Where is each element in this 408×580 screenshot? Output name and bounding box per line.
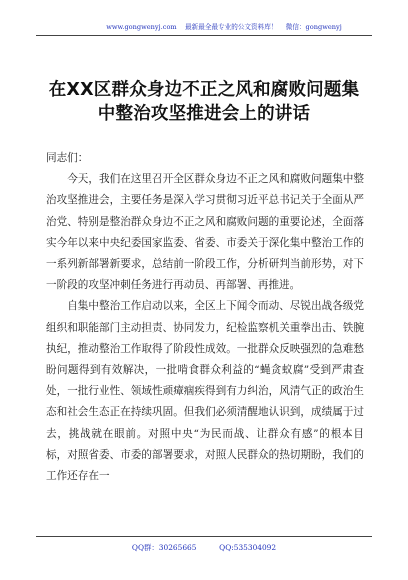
paragraph-1: 今天，我们在这里召开全区群众身边不正之风和腐败问题集中整治攻坚推进会，主要任务是深入学习贯彻习近平总书记关于全面从严治党、特别是整治群众身边不正之风和腐败问题的重要论述，全面落实今年以来中央纪委国家监委、省委、市委关于深化集中整治工作的一系列新部署新要求，总结前一阶段工作，分析研判当前形势，对下一阶段的攻坚冲刺任务进行再动员、再部署、再推进。 bbox=[46, 173, 364, 292]
page-header bbox=[70, 22, 378, 32]
header-site-link[interactable]: www.gongwenyj.com bbox=[106, 23, 177, 31]
page-footer bbox=[36, 542, 372, 554]
title-line-1: 在XX区群众身边不正之风和腐败问题集 bbox=[48, 80, 360, 100]
salutation: 同志们： bbox=[46, 152, 89, 164]
header-wechat: 微信：gongwenyj bbox=[285, 23, 342, 31]
footer-qq: QQ:535304092 bbox=[219, 543, 277, 552]
paragraph-2: 自集中整治工作启动以来，全区上下闻令而动、尽锐出战各级党组织和职能部门主动担责、协同发力，纪检监察机关重拳出击、铁腕执纪，推动整治工作取得了阶段性成效。一批群众反映强烈的急难愁盼问题得到有效解决，一批啃食群众利益的“蝇贪蚁腐”受到严肃查处，一批行业性、领域性顽瘴痼疾得到有力纠治，风清气正的政治生态和社会生态正在持续巩固。但我们必须清醒地认识到，成绩属于过去，挑战就在眼前。对照中央“为民而战、让群众有感”的根本目标，对照省委、市委的部署要求，对照人民群众的热切期盼，我们的工作还存在一 bbox=[46, 300, 364, 483]
footer-divider bbox=[36, 536, 372, 537]
document-title bbox=[40, 78, 368, 126]
header-slogan: 最新最全最专业的公文资料库！ bbox=[185, 23, 278, 31]
document-body bbox=[46, 148, 364, 487]
header-divider bbox=[36, 35, 372, 36]
title-line-2: 中整治攻坚推进会上的讲话 bbox=[97, 104, 311, 124]
footer-qq-group: QQ群：30265665 bbox=[131, 543, 197, 552]
